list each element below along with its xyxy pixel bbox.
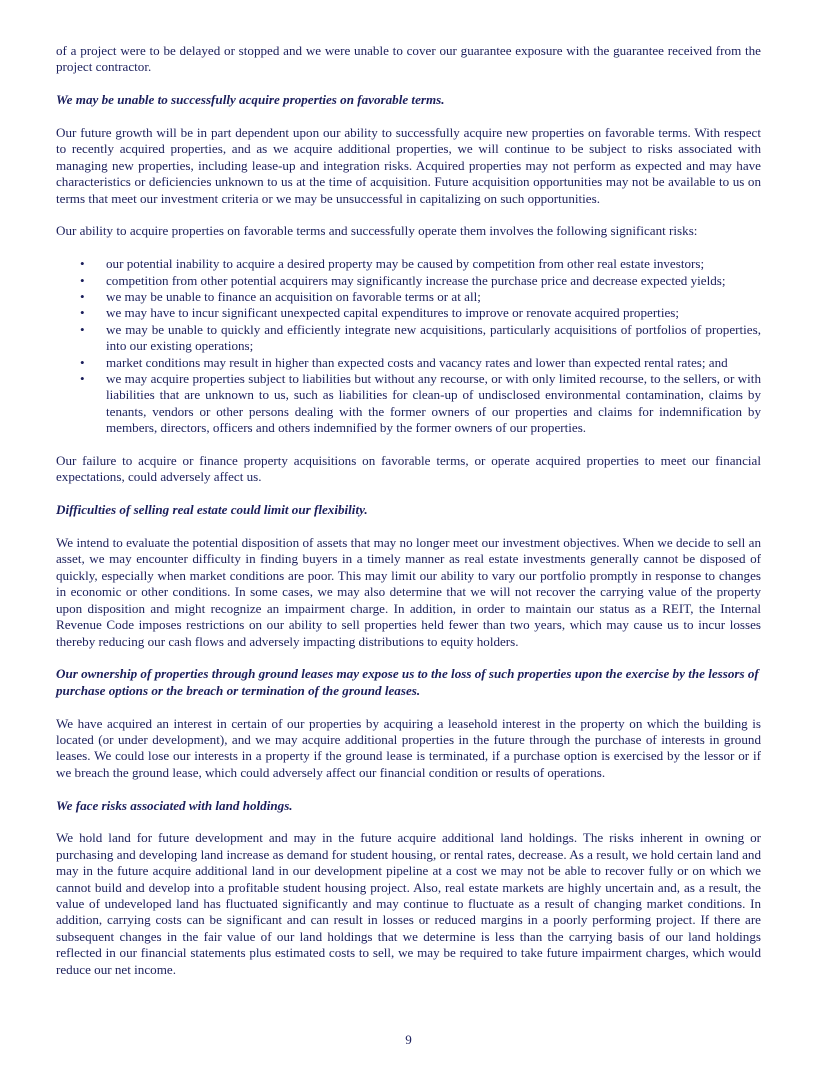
- bullet-text: competition from other potential acquirers may significantly increase the purchase price and decrease expected yields;: [106, 272, 726, 288]
- bullet-icon: •: [80, 256, 85, 272]
- bullet-item: [56, 371, 761, 437]
- section-heading-acquire-properties: We may be unable to successfully acquire properties on favorable terms.: [56, 92, 445, 108]
- body-paragraph: Our failure to acquire or finance property acquisitions on favorable terms, or operate acquired properties to meet our financial expectations, could adversely affect us.: [56, 453, 761, 485]
- document-page: [56, 43, 761, 994]
- bullet-text: market conditions may result in higher than expected costs and vacancy rates and lower than expected rental rates; and: [106, 354, 728, 370]
- bullet-icon: •: [80, 272, 85, 288]
- bullet-text: our potential inability to acquire a desired property may be caused by competition from other real estate investors;: [106, 256, 705, 272]
- bullet-icon: •: [80, 371, 85, 387]
- page-number: 9: [405, 1032, 412, 1047]
- bullet-item: [56, 322, 761, 355]
- section-heading-ground-leases: Our ownership of properties through ground leases may expose us to the loss of such properties upon the exercise by the lessors of purchase options or the breach or termination of the ground leases.: [56, 666, 759, 698]
- bullet-item: [56, 256, 761, 272]
- bullet-icon: •: [80, 321, 85, 337]
- bullet-text: we may be unable to quickly and efficiently integrate new acquisitions, particularly acquisitions of portfolios of properties, into our existing operations;: [106, 321, 761, 354]
- bullet-text: we may be unable to finance an acquisition on favorable terms or at all;: [106, 289, 481, 305]
- section-heading-selling-real-estate: Difficulties of selling real estate could limit our flexibility.: [56, 502, 368, 518]
- bullet-item: [56, 273, 761, 289]
- body-paragraph: Our ability to acquire properties on favorable terms and successfully operate them involves the following significant risks:: [56, 223, 698, 239]
- bullet-item: [56, 355, 761, 371]
- body-paragraph: We intend to evaluate the potential disposition of assets that may no longer meet our investment objectives. When we decide to sell an asset, we may encounter difficulty in finding buyers in a timely manner as real estate investments generally cannot be disposed of quickly, especially when market conditions are poor. This may limit our ability to vary our portfolio promptly in response to changes in economic or other conditions. In some cases, we may also determine that we will not recover the carrying value of the property upon disposition and might recognize an impairment charge. In addition, in order to maintain our status as a REIT, the Internal Revenue Code imposes restrictions on our ability to sell properties held fewer than two years, which may cause us to incur losses thereby reducing our cash flows and adversely impacting distributions to equity holders.: [56, 535, 761, 649]
- bullet-text: we may acquire properties subject to liabilities but without any recourse, or with only limited recourse, to the sellers, or with liabilities that are unknown to us, such as liabilities for clean-up of undisclosed environmental contamination, claims by tenants, vendors or other persons dealing with the former owners of our properties and claims for indemnification by members, directors, officers and others indemnified by the former owners of our properties.: [106, 371, 761, 436]
- bullet-item: [56, 289, 761, 305]
- bullet-icon: •: [80, 354, 85, 370]
- section-heading-land-holdings: We face risks associated with land holdings.: [56, 797, 293, 813]
- body-paragraph: We have acquired an interest in certain of our properties by acquiring a leasehold interest in the property on which the building is located (or under development), and we may acquire additional properties in the future through the purchase of interests in ground leases. We could lose our interests in a property if the ground lease is terminated, if a purchase option is exercised by the lessor or if we breach the ground lease, which could adversely affect our financial condition or results of operations.: [56, 715, 761, 780]
- bullet-text: we may have to incur significant unexpected capital expenditures to improve or renovate acquired properties;: [106, 305, 679, 321]
- intro-paragraph: of a project were to be delayed or stopped and we were unable to cover our guarantee exposure with the guarantee received from the project contractor.: [56, 43, 761, 75]
- bullet-icon: •: [80, 305, 85, 321]
- bullet-icon: •: [80, 289, 85, 305]
- body-paragraph: Our future growth will be in part dependent upon our ability to successfully acquire new properties on favorable terms. With respect to recently acquired properties, and as we acquire additional properties, we will continue to be subject to risks associated with managing new properties, including lease-up and integration risks. Acquired properties may not perform as expected and may have characteristics or deficiencies unknown to us at the time of acquisition. Future acquisition opportunities may not be available to us on terms that meet our investment criteria or we may be unsuccessful in capitalizing on such opportunities.: [56, 125, 761, 206]
- body-paragraph: We hold land for future development and may in the future acquire additional land holdings. The risks inherent in owning or purchasing and developing land increase as demand for student housing, or rental rates, decrease. As a result, we hold certain land and may in the future acquire additional land in our development pipeline at a cost we may not be able to recover fully or on which we cannot build and develop into a profitable student housing project. Also, real estate markets are highly uncertain and, as a result, the value of undeveloped land has fluctuated significantly and may continue to fluctuate as a result of changing market conditions. In addition, carrying costs can be significant and can result in losses or reduced margins in a poorly performing project. If there are subsequent changes in the fair value of our land holdings that we determine is less than the carrying basis of our land holdings reflected in our financial statements plus estimated costs to sell, we may be required to take future impairment charges, which would reduce our net income.: [56, 830, 761, 977]
- risk-bullet-list: [56, 256, 761, 436]
- bullet-item: [56, 305, 761, 321]
